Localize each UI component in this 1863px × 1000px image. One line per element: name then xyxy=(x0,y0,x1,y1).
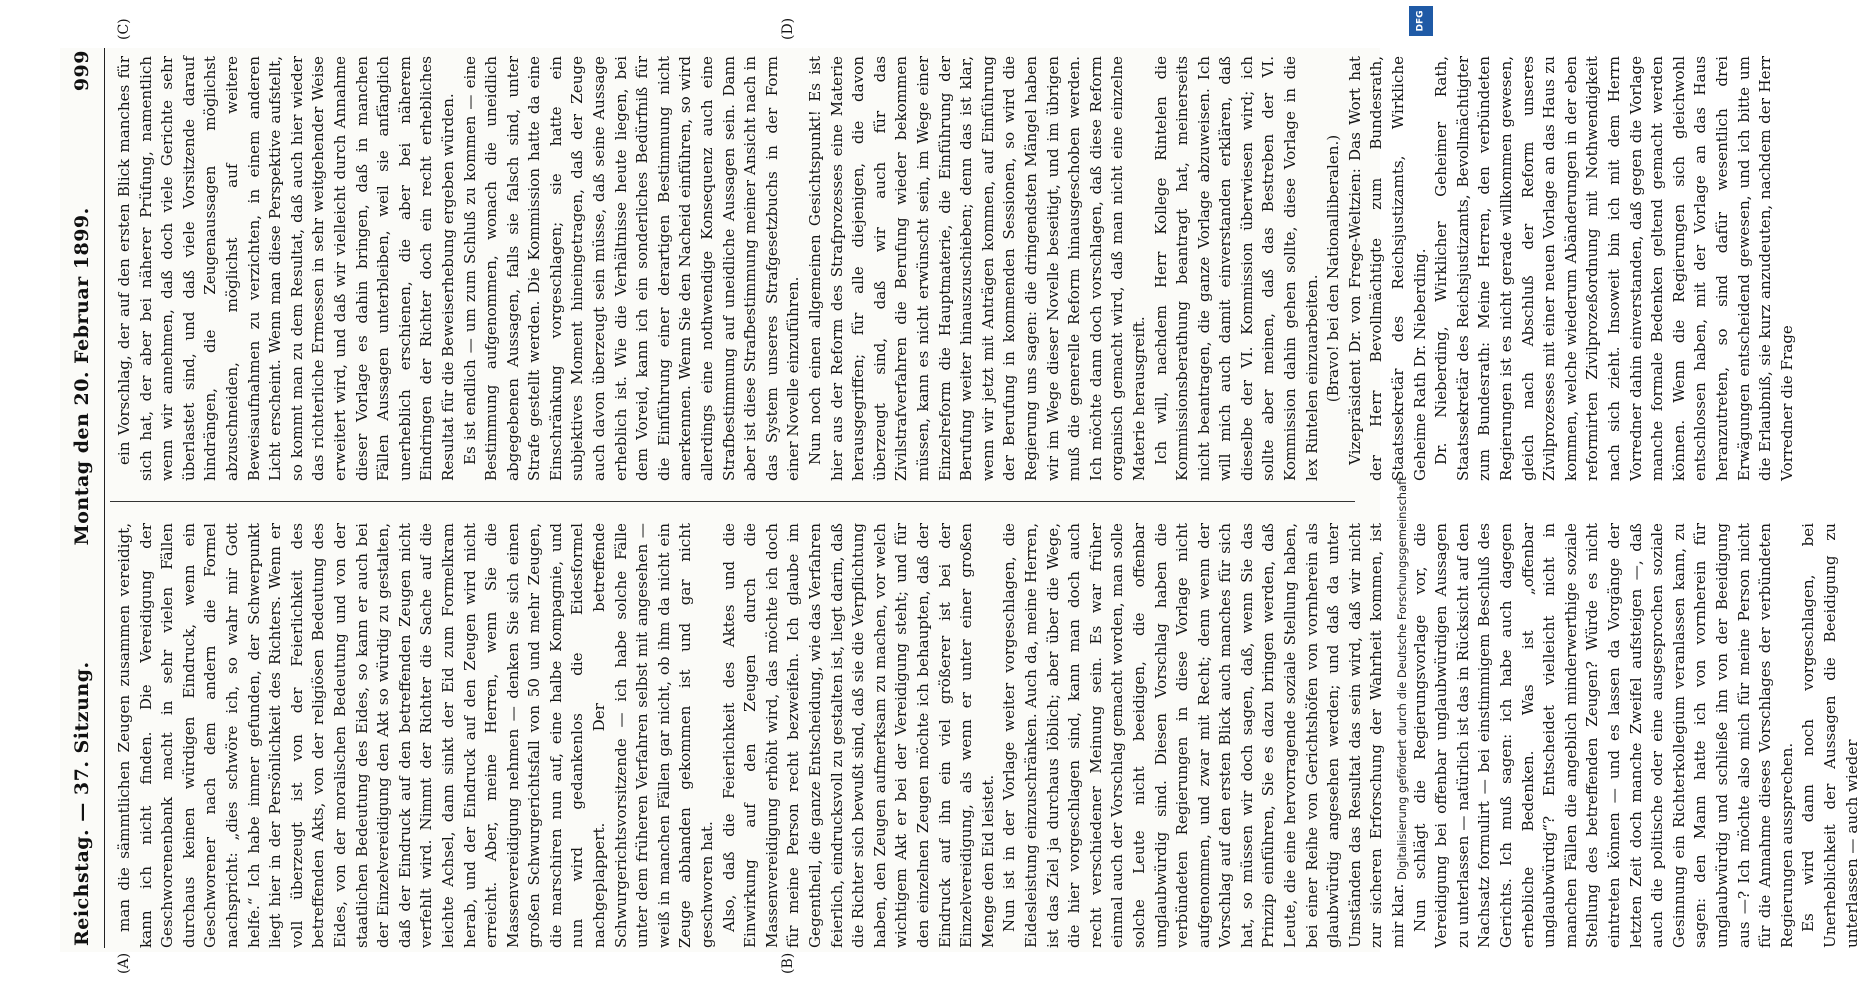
dfg-logo-text: DFG xyxy=(1415,10,1426,32)
right-column xyxy=(114,56,1796,481)
paragraph: Nun ist in der Vorlage weiter vorgeschlagen, die Eidesleistung einzuschränken. Auch da, meine Herren, ist das Ziel ja durchaus löblich; aber über die Wege, die hier vorgeschlagen sind, kann man doch auch recht verschiedener Meinung sein. Es war früher einmal auch der Vorschlag gemacht worden, man solle solche Leute nicht beeidigen, die offenbar unglaubwürdig sind. Diesen Vorschlag haben die verbündeten Regierungen in diese Vorlage nicht aufgenommen, und zwar mit Recht; denn wenn der Vorschlag auf den ersten Blick auch manches für sich hat, so müssen wir doch sagen, daß, wenn Sie das Prinzip einführen, Sie es dazu bringen werden, daß Leute, die eine hervorragende soziale Stellung haben, bei einer Reihe von Gerichtshöfen von vornherein als glaubwürdig angesehen werden; und daß da unter Umständen das Resultat das sein wird, daß wir nicht zur sicheren Erforschung der Wahrheit kommen, ist mir klar. xyxy=(1000,523,1408,948)
page-number: 999 xyxy=(71,50,93,92)
marker-c: (C) xyxy=(116,18,132,40)
paragraph: Dr. Nieberding, Wirklicher Geheimer Rath, Staatssekretär des Reichsjustizamts, Bevollmächtigter zum Bundesrath: Meine Herren, den verbündeten Regierungen ist es nicht gerade willkommen gewesen, gleich nach Abschluß der Reform unseres Zivilprozesses mit einer neuen Vorlage an das Haus zu kommen, welche wiederum Abänderungen in der eben reformirten Zivilprozeßordnung mit Nothwendigkeit nach sich zieht. Insoweit bin ich mit dem Herrn Vorredner dahin einverstanden, daß gegen die Vorlage manche formale Bedenken geltend gemacht werden können. Wenn die Regierungen sich gleichwohl entschlossen haben, mit der Vorlage an das Haus heranzutreten, so sind dafür wesentlich drei Erwägungen entscheidend gewesen, und ich bitte um die Erlaubniß, sie kurz anzudeuten, nachdem der Herr Vorredner die Frage xyxy=(1432,56,1796,481)
paragraph: Vizepräsident Dr. von Frege-Weltzien: Das Wort hat der Herr Bevollmächtigte zum Bundesrath, Staatssekretär des Reichsjustizamts, Wirkliche Geheime Rath Dr. Nieberding. xyxy=(1345,56,1429,481)
dfg-logo xyxy=(1409,6,1433,36)
paragraph: (Bravo! bei den Nationalliberalen.) xyxy=(1324,134,1343,403)
paragraph: Es wird dann noch vorgeschlagen, bei Unerheblichkeit der Aussagen die Beeidigung zu unterlassen — auch wieder xyxy=(1799,523,1861,948)
paragraph: Also, daß die Feierlichkeit des Aktes und die Einwirkung auf den Zeugen durch die Massenvereidigung erhöht wird, das möchte ich doch für meine Person recht bezweifeln. Ich glaube im Gegentheil, die ganze Entscheidung, wie das Verfahren feierlich, eindrucksvoll zu gestalten ist, liegt darin, daß die Richter sich bewußt sind, daß sie die Verpflichtung haben, den Zeugen aufmerksam zu machen, vor welch wichtigem Akt er bei der Vereidigung steht; und für den einzelnen Zeugen möchte ich behaupten, daß der Eindruck auf ihn ein viel größerer ist bei der Einzelvereidigung, als wenn er unter einer großen Menge den Eid leistet. xyxy=(719,523,997,948)
marker-b: (B) xyxy=(780,952,796,974)
paragraph: Es ist endlich — um zum Schluß zu kommen — eine Bestimmung aufgenommen, wonach die uneidlich abgegebenen Aussagen, falls sie falsch sind, unter Strafe gestellt werden. Die Kommission hatte da eine Einschränkung vorgeschlagen; sie hatte ein subjektives Moment hineingetragen, daß der Zeuge auch davon überzeugt sein müsse, daß seine Aussage erheblich ist. Wie die Verhältnisse heute liegen, bei dem Voreid, kann ich ein sonderliches Bedürfniß für die Einführung einer derartigen Bestimmung nicht anerkennen. Wenn Sie den Nacheid einführen, so wird allerdings eine nothwendige Konsequenz auch eine Strafbestimmung auf uneidliche Aussagen sein. Dann aber ist diese Strafbestimmung meiner Ansicht nach in das System unseres Strafgesetzbuchs in der Form einer Novelle einzuführen. xyxy=(460,56,803,481)
header-date: Montag den 20. Februar 1899. xyxy=(71,207,93,546)
column-divider xyxy=(110,501,1355,502)
page-header xyxy=(60,48,105,948)
funding-note-text: Digitalisierung gefördert durch die Deutsche Forschungsgemeinschaft xyxy=(1395,476,1409,880)
paragraph: Nun schlägt die Regierungsvorlage vor, die Vereidigung bei offenbar unglaubwürdigen Aussagen zu unterlassen — natürlich ist das in Rücksicht auf den Nachsatz formulirt — bei einstimmigem Beschluß des Gerichts. Ich muß sagen: ich habe auch dagegen erhebliche Bedenken. Was ist „offenbar unglaubwürdig“? Entscheidet vielleicht nicht in manchen Fällen die angeblich minderwerthige soziale Stellung des betreffenden Zeugen? Würde es nicht eintreten können — und es lassen da Vorgänge der letzten Zeit doch manche Zweifel aufsteigen —, daß auch die politische oder eine ausgesprochen soziale Gesinnung ein Richterkollegium veranlassen kann, zu sagen: den Mann hatte ich von vornherein für unglaubwürdig und schließe ihn von der Beeidigung aus —? Ich möchte also mich für meine Person nicht für die Annahme dieses Vorschlages der verbündeten Regierungen aussprechen. xyxy=(1410,523,1796,948)
paragraph: ein Vorschlag, der auf den ersten Blick manches für sich hat, der aber bei näherer Prüfung, namentlich wenn wir annehmen, daß doch viele Gerichte sehr überlastet sind, und daß viele Vorsitzende darauf hindrängen, die Zeugenaussagen möglichst abzuschneiden, möglichst auf weitere Beweisaufnahmen zu verzichten, in einem anderen Licht erscheint. Wenn man diese Perspektive aufstellt, so kommt man zu dem Resultat, daß auch hier wieder das richterliche Ermessen in sehr weitgehender Weise erweitert wird, und daß wir vielleicht durch Annahme dieser Vorlage es dahin bringen, daß in manchen Fällen Aussagen unterbleiben, weil sie anfänglich unerheblich erschienen, die aber bei näherem Eindringen der Richter doch ein recht erhebliches Resultat für die Beweiserhebung ergeben würden. xyxy=(115,56,457,481)
marker-a: (A) xyxy=(116,952,132,974)
paragraph: Ich will, nachdem Herr Kollege Rintelen die Kommissionsberathung beantragt hat, meinerseits nicht beantragen, die ganze Vorlage abzuweisen. Ich will mich auch damit einverstanden erklären, daß dieselbe der VI. Kommission überwiesen wird; ich sollte aber meinen, daß das Bestreben der VI. Kommission dahin gehen sollte, diese Vorlage in die lex Rintelen einzuarbeiten. xyxy=(1151,56,1321,481)
paragraph: man die sämmtlichen Zeugen zusammen vereidigt, kann ich nicht finden. Die Vereidigung der Geschworenenbank macht in sehr vielen Fällen durchaus keinen würdigen Eindruck, wenn ein Geschworener nach dem andern die Formel nachspricht: „dies schwöre ich, so wahr mir Gott helfe.“ Ich habe immer gefunden, der Schwerpunkt liegt hier in der Persönlichkeit des Richters. Wenn er voll überzeugt ist von der Feierlichkeit des betreffenden Akts, von der religiösen Bedeutung des Eides, von der moralischen Bedeutung und von der staatlichen Bedeutung des Eides, so kann er auch bei der Einzelvereidigung den Akt so würdig zu gestalten, daß der Eindruck auf den betreffenden Zeugen nicht verfehlt wird. Nimmt der Richter die Sache auf die leichte Achsel, dann sinkt der Eid zum Formelkram herab, und der Eindruck auf den Zeugen wird nicht erreicht. Aber, meine Herren, wenn Sie die Massenvereidigung nehmen — denken Sie sich einen großen Schwurgerichtsfall von 50 und mehr Zeugen, die marschiren nun auf, eine halbe Kompagnie, und nun wird gedankenlos die Eidesformel nachgeplappert. Der betreffende Schwurgerichtsvorsitzende — ich habe solche Fälle unter dem früheren Verfahren selbst mit angesehen — weiß in manchen Fällen gar nicht, ob ihm da nicht ein Zeuge abhanden gekommen ist und gar nicht geschworen hat. xyxy=(115,523,717,948)
marker-d: (D) xyxy=(780,17,796,40)
header-session: Reichstag. — 37. Sitzung. xyxy=(71,661,93,946)
funding-note xyxy=(1392,80,1412,880)
paragraph: Nun noch einen allgemeinen Gesichtspunkt! Es ist hier aus der Reform des Strafprozesses eine Materie herausgegriffen; für alle diejenigen, die davon überzeugt sind, daß wir auch für das Zivilstrafverfahren die Berufung wieder bekommen müssen, kann es nicht erwünscht sein, im Wege einer Einzelreform die Hauptmaterie, die Einführung der Berufung weiter hinauszuschieben; denn das ist klar, wenn wir jetzt mit Anträgen kommen, auf Einführung der Berufung in kommenden Sessionen, so wird die Regierung uns sagen: die dringendsten Mängel haben wir im Wege dieser Novelle beseitigt, und im übrigen muß die generelle Reform hinausgeschoben werden. Ich möchte dann doch vorschlagen, daß diese Reform organisch gemacht wird, daß man nicht eine einzelne Materie herausgreift. xyxy=(806,56,1148,481)
